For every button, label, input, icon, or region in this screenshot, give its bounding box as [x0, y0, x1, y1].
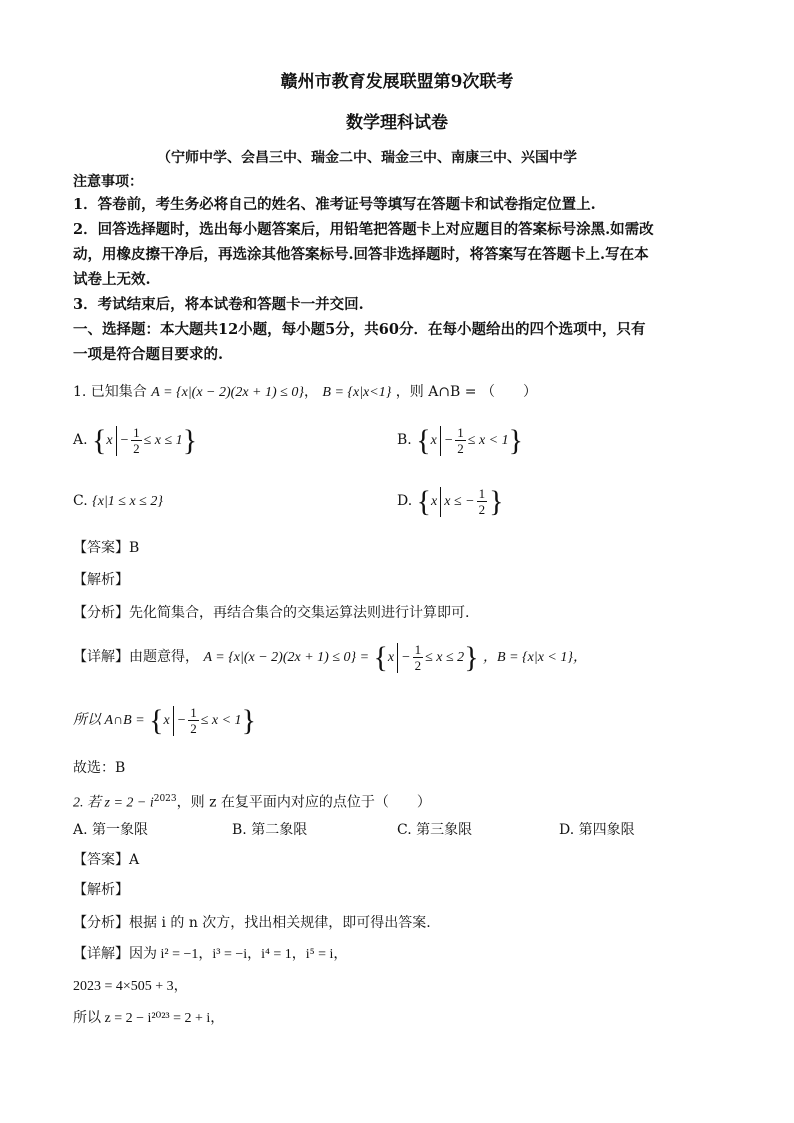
q1-answer: 【答案】B: [73, 540, 140, 556]
q1-option-b[interactable]: B. {x − $\frac{1}{2}$ ≤ x < 1}: [397, 423, 524, 457]
exam-subtitle: 数学理科试卷: [346, 113, 448, 133]
q1-detail: 【详解】由题意得， A = {x|(x − 2)(2x + 1) ≤ 0} = {x − $\frac{1}{2}$ ≤ x ≤ 2} ，B = {x|x < 1}，: [73, 640, 587, 674]
q2-option-c[interactable]: C. 第三象限: [397, 822, 473, 838]
exam-title: 赣州市教育发展联盟第9次联考: [280, 72, 514, 92]
q1-stem-suffix: ，则 A∩B = （ ）: [395, 384, 537, 400]
q1-stem-prefix: 1. 已知集合: [73, 384, 147, 400]
notes-heading: 注意事项：: [73, 174, 143, 190]
q2-analysis-heading: 【解析】: [73, 882, 129, 898]
q1-intersection: 所以 A∩B = {x − $\frac{1}{2}$ ≤ x < 1}: [73, 703, 256, 737]
note-3: 3．考试结束后，将本试卷和答题卡一并交回.: [73, 296, 364, 313]
q1-set-a: A = {x|(x − 2)(2x + 1) ≤ 0}: [151, 385, 304, 400]
q1-analysis-heading: 【解析】: [73, 572, 129, 588]
q1-option-d[interactable]: D. {x x ≤ − $\frac{1}{2}$ }: [397, 484, 504, 518]
note-2-line-3: 试卷上无效.: [73, 271, 151, 288]
section-1-line-2: 一项是符合题目要求的.: [73, 346, 224, 363]
q2-option-a[interactable]: A. 第一象限: [73, 822, 149, 838]
q1-option-c[interactable]: C. {x|1 ≤ x ≤ 2}: [73, 493, 163, 509]
q1-option-a[interactable]: A. {x − $\frac{1}{2}$ ≤ x ≤ 1}: [73, 423, 198, 457]
q2-option-d[interactable]: D. 第四象限: [559, 822, 635, 838]
q1-set-b: B = {x|x<1}: [322, 385, 392, 400]
q1-stem: 1. 已知集合 A = {x|(x − 2)(2x + 1) ≤ 0}， B = {x|x<1} ，则 A∩B = （ ）: [73, 384, 537, 400]
q1-analysis: 【分析】先化简集合，再结合集合的交集运算法则进行计算即可.: [73, 605, 470, 621]
q2-equation-1: 2023 = 4×505 + 3，: [73, 979, 188, 994]
section-1-line-1: 一、选择题：本大题共12小题，每小题5分，共60分．在每小题给出的四个选项中，只有: [73, 321, 646, 338]
note-1: 1．答卷前，考生务必将自己的姓名、准考证号等填写在答题卡和试卷指定位置上.: [73, 196, 596, 213]
q2-equation-2: 所以 z = 2 − i²⁰²³ = 2 + i，: [73, 1011, 225, 1026]
q2-analysis: 【分析】根据 i 的 n 次方，找出相关规律，即可得出答案.: [73, 915, 431, 931]
q1-conclusion: 故选：B: [73, 760, 126, 776]
note-2-line-1: 2．回答选择题时，选出每小题答案后，用铅笔把答题卡上对应题目的答案标号涂黑.如需改: [73, 221, 654, 238]
q2-option-b[interactable]: B. 第二象限: [232, 822, 308, 838]
q2-stem: 2. 若 $z = 2 - i^{2023}$，则 z 在复平面内对应的点位于（ ）: [73, 794, 431, 811]
q2-detail: 【详解】因为 i² = −1，i³ = −i，i⁴ = 1，i⁵ = i，: [73, 947, 348, 962]
school-list: （宁师中学、会昌三中、瑞金二中、瑞金三中、南康三中、兴国中学: [157, 150, 577, 166]
q2-answer: 【答案】A: [73, 852, 140, 868]
note-2-line-2: 动，用橡皮擦干净后，再选涂其他答案标号.回答非选择题时，将答案写在答题卡上.写在本: [73, 246, 649, 263]
